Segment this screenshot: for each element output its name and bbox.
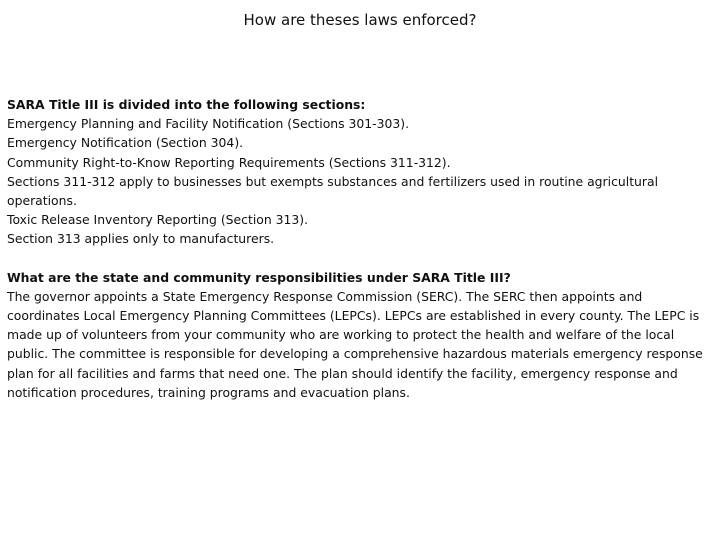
section2-paragraph: The governor appoints a State Emergency Response Commission (SERC). The SERC then appoints and coordinates Local Emergency Planning Committees (LEPCs). LEPCs are established in every county. The LEPC is made up of volunteers from your community who are working to protect the health and welfare of the local public. The committee is responsible for developing a comprehensive hazardous materials emergency response plan for all facilities and farms that need one. The plan should identify the facility, emergency response and notification procedures, training programs and evacuation plans. [7, 288, 703, 400]
slide-title: How are theses laws enforced? [243, 11, 477, 29]
section1-line: Community Right-to-Know Reporting Requirements (Sections 311-312). [7, 154, 451, 170]
section1-line: Emergency Planning and Facility Notification (Sections 301-303). [7, 116, 410, 132]
section1-line: Toxic Release Inventory Reporting (Section 313). [7, 212, 309, 228]
section2-heading: What are the state and community responsibilities under SARA Title III? [7, 269, 511, 285]
section-gap [7, 249, 713, 268]
slide-body [7, 95, 713, 402]
section1-line: Sections 311-312 apply to businesses but exempts substances and fertilizers used in routine agricultural operations. [7, 173, 659, 209]
section1-line: Emergency Notification (Section 304). [7, 135, 244, 151]
section1-heading: SARA Title III is divided into the following sections: [7, 97, 366, 112]
section1-line: Section 313 applies only to manufacturers. [7, 231, 275, 247]
